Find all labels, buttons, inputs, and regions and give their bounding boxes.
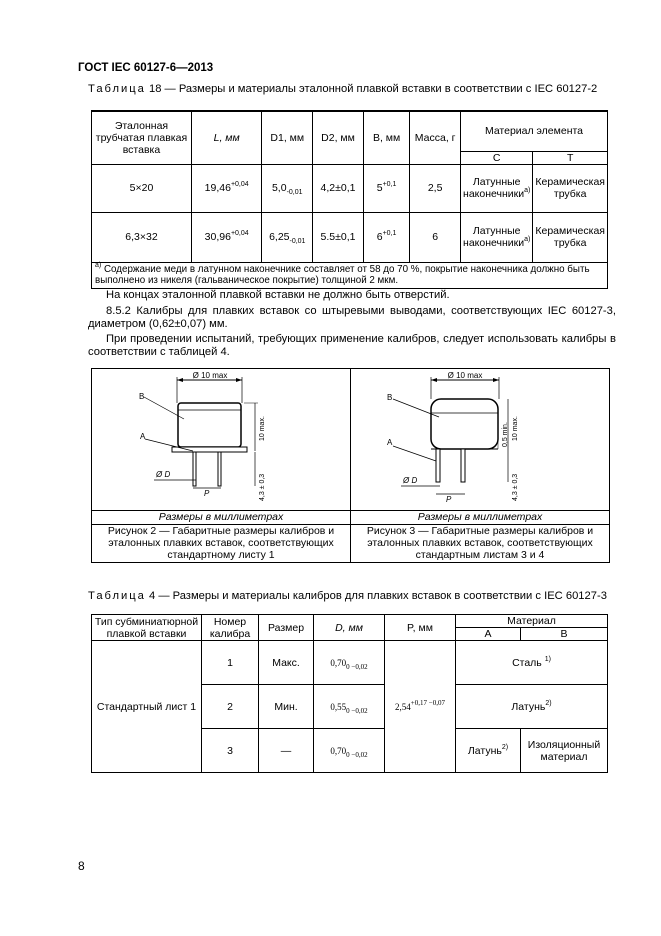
fig2-dim-height: 10 max. [259,416,266,441]
t18-cell-D2: 5.5±0,1 [313,212,364,262]
fig2-dim-top: Ø 10 max [192,371,228,380]
t18-cell-B: $6^{+0,1}$ [363,212,409,262]
t4-cell-size: Макс. [259,641,314,685]
t18-cell-B: $5^{+0,1}$ [363,164,409,212]
t4-cell-D: $0,55_{0 -0,02}$ [314,685,385,729]
fig2-label-D: Ø D [156,470,171,479]
t18-cell-mass: 6 [410,212,461,262]
t4-cell-material-B: Изоляционный материал [521,729,608,773]
t4-header-P: P, мм [385,615,456,641]
t4-header-material: Материал [456,615,608,628]
table4-caption-number: 4 [148,590,156,602]
t18-cell-L: $30,96^{+0,04}$ [191,212,261,262]
t18-cell-type: 5×20 [92,164,192,212]
figure-2-caption: Рисунок 2 — Габаритные размеры калибров и эталонных плавких вставок, соответствующих стандартному листу 1 [107,525,335,561]
t18-cell-mass: 2,5 [410,164,461,212]
t18-cell-C: Латунные наконечники$^{a)}$ [461,212,533,262]
t18-header-material: Материал элемента [461,111,608,151]
t4-cell-num: 2 [202,685,259,729]
t4-cell-size: — [259,729,314,773]
table-row [92,262,608,288]
t4-cell-type: Стандартный лист 1 [92,641,202,773]
fig2-label-B: B [139,392,145,401]
figure-3-drawing [351,369,609,509]
figures-block [91,368,610,563]
fig2-label-P: P [204,489,210,498]
t4-header-type: Тип субминиатюрной плавкой вставки [92,615,202,641]
paragraph-1: На концах эталонной плавкой вставки не должно быть отверстий. [106,289,450,301]
table-row [92,164,608,212]
table4-caption-prefix: Таблица [88,590,146,602]
page-number: 8 [78,859,85,873]
fig3-label-A: A [387,438,393,447]
t18-cell-D1: $6,25_{-0,01}$ [262,212,313,262]
t18-cell-type: 6,3×32 [92,212,192,262]
fig3-label-P: P [446,495,452,504]
paragraph-2: 8.5.2 Калибры для плавких вставок со штыревыми выводами, соответствующих IEC 60127-3, диаметром (0,62±0,07) мм. [88,305,616,330]
t4-cell-D: $0,70_{0 -0,02}$ [314,729,385,773]
t18-header-B: B, мм [363,111,409,164]
t4-cell-num: 3 [202,729,259,773]
t18-cell-T: Керамическая трубка [533,164,608,212]
t4-cell-P: $2,54^{+0,17 -0,07}$ [385,641,456,773]
t18-header-D1: D1, мм [262,111,313,164]
t4-header-B: В [521,628,608,641]
t18-cell-C: Латунные наконечники$^{a)}$ [461,164,533,212]
table-row [92,212,608,262]
fig3-dim-height: 10 max. [512,416,519,441]
t4-cell-material-A: Латунь$^{2)}$ [456,729,521,773]
table-18 [91,110,608,289]
t4-header-A: А [456,628,521,641]
table18-caption [88,83,616,96]
t4-cell-size: Мин. [259,685,314,729]
fig2-label-A: A [140,432,146,441]
figure-3-caption: Рисунок 3 — Габаритные размеры калибров и эталонных плавких вставок, соответствующих стандартным листам 3 и 4 [366,525,594,561]
t18-cell-L: $19,46^{+0,04}$ [191,164,261,212]
t18-header-L: L, мм [191,111,261,164]
t4-cell-D: $0,70_{0 -0,02}$ [314,641,385,685]
t18-cell-D2: 4,2±0,1 [313,164,364,212]
table4-caption [88,590,616,603]
t18-cell-T: Керамическая трубка [533,212,608,262]
table18-caption-text: — Размеры и материалы эталонной плавкой вставки в соответствии с IEC 60127-2 [164,83,598,95]
table4-caption-text: — Размеры и материалы калибров для плавких вставок в соответствии с IEC 60127-3 [158,590,607,602]
figure-2-drawing [92,369,350,509]
fig3-label-D: Ø D [403,476,418,485]
fig3-dim-min: 0,5 min. [502,422,509,447]
t18-header-mass: Масса, г [410,111,461,164]
t18-footnote: $^{a)}$ Содержание меди в латунном наконечнике составляет от 58 до 70 %, покрытие наконечника должно быть выполнено из никеля (гальваническое покрытие) толщиной 2 мкм. [92,262,608,288]
fig3-dim-top: Ø 10 max [447,371,483,380]
table18-caption-prefix: Таблица [88,83,146,95]
document-header: ГОСТ IEC 60127-6—2013 [78,62,214,74]
table18-caption-number: 18 [148,83,162,95]
fig2-unit: Размеры в миллиметрах [158,511,284,523]
fig3-label-B: B [387,393,393,402]
t4-cell-material: Латунь$^{2)}$ [456,685,608,729]
t18-header-T: T [533,151,608,164]
t18-header-type: Эталонная трубчатая плавкая вставка [92,111,192,164]
table-4 [91,614,608,773]
t4-header-D: D, мм [314,615,385,641]
paragraph-3: При проведении испытаний, требующих применение калибров, следует использовать калибры в соответствии с таблицей 4. [88,333,616,358]
t4-cell-material: Сталь $^{1)}$ [456,641,608,685]
t18-cell-D1: $5,0_{-0,01}$ [262,164,313,212]
table-row [92,641,608,685]
t18-header-D2: D2, мм [313,111,364,164]
t4-header-size: Размер [259,615,314,641]
t18-header-C: C [461,151,533,164]
t4-header-num: Номер калибра [202,615,259,641]
t4-cell-num: 1 [202,641,259,685]
fig3-unit: Размеры в миллиметрах [417,511,543,523]
fig3-dim-pin: 4,3 ± 0,3 [512,473,519,501]
fig2-dim-pin: 4,3 ± 0,3 [259,473,266,501]
